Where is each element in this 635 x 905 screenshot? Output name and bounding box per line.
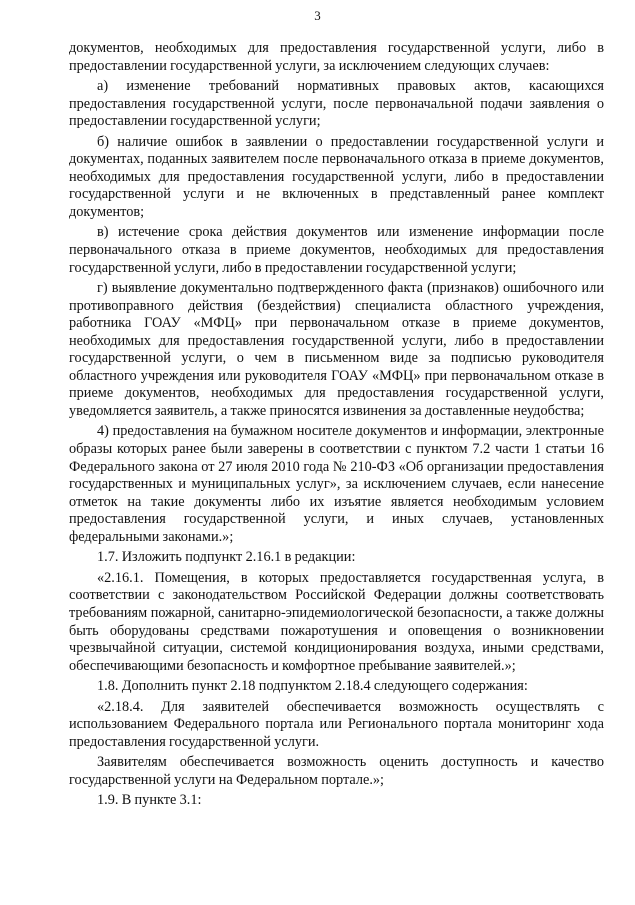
list-item-g: г) выявление документально подтвержденного факта (признаков) ошибочного или противоправного действия (бездействия) специалиста областного учреждения, работника ГОАУ «МФЦ» при первоначальном отказе в приеме документов, необходимых для предоставления государственной услуги, либо в предоставлении государственной услуги, о чем в письменном виде за подписью руководителя областного учреждения или руководителя ГОАУ «МФЦ» при первоначальном отказе в приеме документов, необходимых для предоставления государственной услуги, уведомляется заявитель, а также приносятся извинения за доставленные неудобства; xyxy=(69,280,604,419)
paragraph-quality: Заявителям обеспечивается возможность оценить доступность и качество государственной услуги на Федеральном портале.»; xyxy=(69,754,604,788)
paragraph-continuation: документов, необходимых для предоставления государственной услуги, либо в предоставлении государственной услуги, за исключением следующих случаев: xyxy=(69,40,604,74)
paragraph-1-7: 1.7. Изложить подпункт 2.16.1 в редакции: xyxy=(97,549,356,566)
paragraph-1-9: 1.9. В пункте 3.1: xyxy=(97,792,202,809)
list-item-v: в) истечение срока действия документов или изменение информации после первоначального отказа в приеме документов, необходимых для предоставления государственной услуги, либо в предоставлении государственной услуги; xyxy=(69,224,604,276)
page-number: 3 xyxy=(314,8,321,23)
list-item-b: б) наличие ошибок в заявлении о предоставлении государственной услуги и документах, поданных заявителем после первоначального отказа в приеме документов, необходимых для предоставления государственной услуги, либо в предоставлении государственной услуги и не включенных в представленный ранее комплект документов; xyxy=(69,133,604,220)
paragraph-2-18-4: «2.18.4. Для заявителей обеспечивается возможность осуществлять с использованием Федерального портала или Регионального портала мониторинг хода предоставления государственной услуги. xyxy=(69,698,604,750)
paragraph-2-16-1: «2.16.1. Помещения, в которых предоставляется государственная услуга, в соответствии с законодательством Российской Федерации должны соответствовать требованиям пожарной, санитарно-эпидемиологической безопасности, а также должны быть оборудованы средствами пожаротушения и оповещения о возникновении чрезвычайной ситуации, системой кондиционирования воздуха, иными средствами, обеспечивающими безопасность и комфортное пребывание заявителей.»; xyxy=(69,569,604,674)
list-item-a: а) изменение требований нормативных правовых актов, касающихся предоставления государственной услуги, после первоначальной подачи заявления о предоставлении государственной услуги; xyxy=(69,78,604,130)
document-body xyxy=(69,40,604,813)
paragraph-1-8: 1.8. Дополнить пункт 2.18 подпунктом 2.18.4 следующего содержания: xyxy=(97,678,528,695)
paragraph-item-4: 4) предоставления на бумажном носителе документов и информации, электронные образы которых ранее были заверены в соответствии с пунктом 7.2 части 1 статьи 16 Федерального закона от 27 июля 2010 года № 210-ФЗ «Об организации предоставления государственных и муниципальных услуг», за исключением случаев, если нанесение отметок на такие документы либо их изъятие является необходимым условием предоставления государственной услуги, и иных случаев, установленных федеральными законами.»; xyxy=(69,423,604,545)
